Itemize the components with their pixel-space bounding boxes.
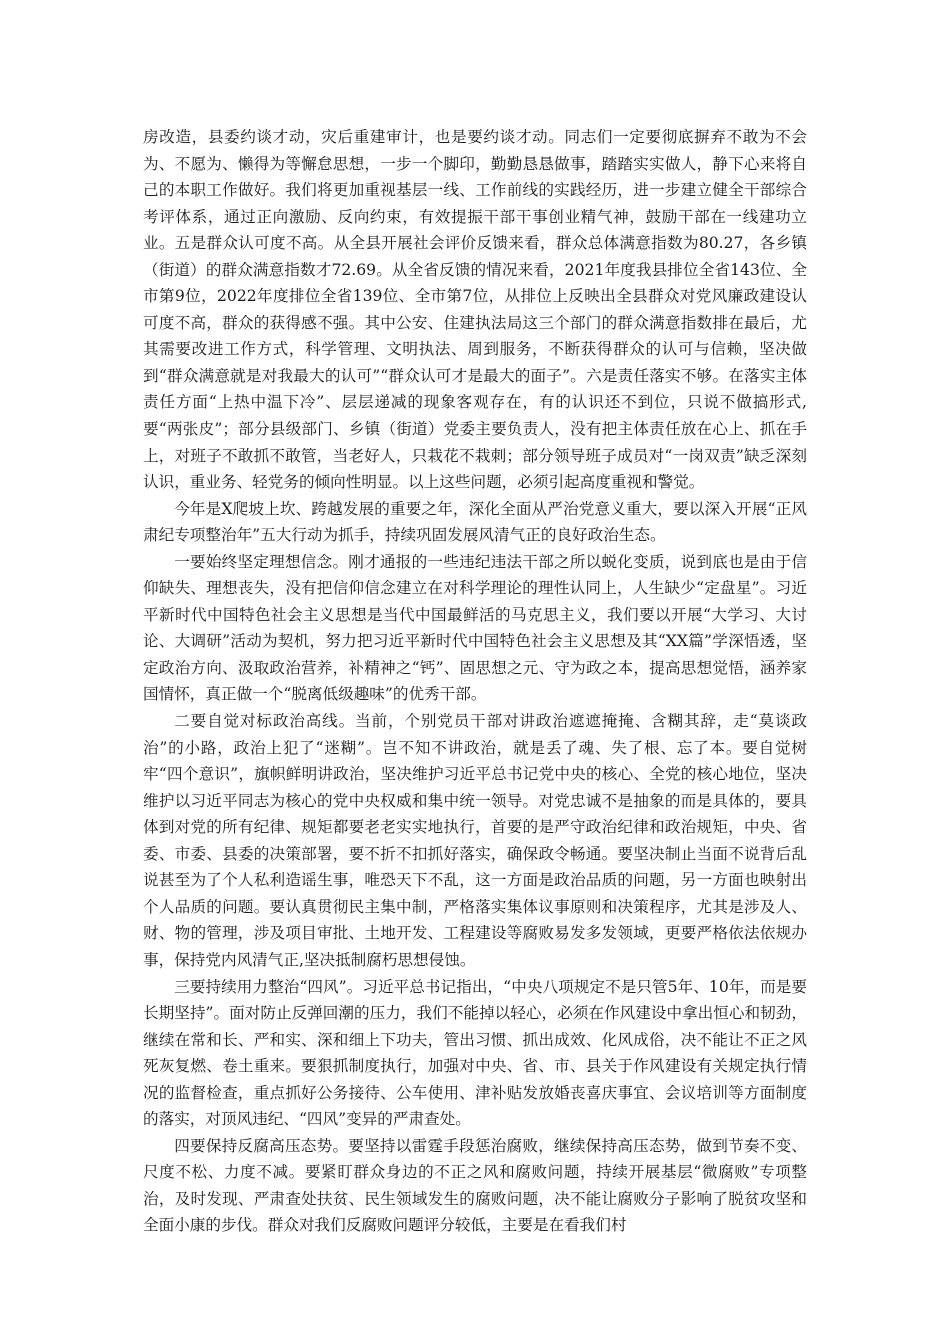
document-body: [143, 124, 807, 1239]
paragraph-political-standard: 二要自觉对标政治高线。当前，个别党员干部对讲政治遮遮掩掩、含糊其辞，走“莫谈政治”的小路，政治上犯了“迷糊”。岂不知不讲政治，就是丢了魂、失了根、忘了本。要自觉树牢“四个意识”，旗帜鲜明讲政治，坚决维护习近平总书记党中央的核心、全党的核心地位，坚决维护以习近平同志为核心的党中央权威和集中统一领导。对党忠诚不是抽象的而是具体的，要具体到对党的所有纪律、规矩都要老老实实地执行，首要的是严守政治纪律和政治规矩，中央、省委、市委、县委的决策部署，要不折不扣抓好落实，确保政令畅通。要坚决制止当面不说背后乱说甚至为了个人私利造谣生事，唯恐天下不乱，这一方面是政治品质的问题，另一方面也映射出个人品质的问题。要认真贯彻民主集中制，严格落实集体议事原则和决策程序，尤其是涉及人、财、物的管理，涉及项目审批、土地开发、工程建设等腐败易发多发领域，更要严格依法依规办事，保持党内风清气正,坚决抵制腐朽思想侵蚀。: [143, 712, 807, 969]
paragraph-four-winds: 三要持续用力整治“四风”。习近平总书记指出，“中央八项规定不是只管5年、10年，而是要长期坚持”。面对防止反弹回潮的压力，我们不能掉以轻心，必须在作风建设中拿出恒心和韧劲，继续在常和长、严和实、深和细上下功夫，管出习惯、抓出成效、化风成俗，决不能让不正之风死灰复燃、卷土重来。要狠抓制度执行，加强对中央、省、市、县关于作风建设有关规定执行情况的监督检查，重点抓好公务接待、公车使用、津补贴发放婚丧喜庆事宜、会议培训等方面制度的落实，对顶风违纪、“四风”变异的严肃查处。: [143, 977, 807, 1129]
paragraph-problems-continued: 房改造，县委约谈才动，灾后重建审计，也是要约谈才动。同志们一定要彻底摒弃不敢为不会为、不愿为、懒得为等懈怠思想，一步一个脚印，勤勤恳恳做事，踏踏实实做人，静下心来将自己的本职工作做好。我们将更加重视基层一线、工作前线的实践经历，进一步建立健全干部综合考评体系，通过正向激励、反向约束，有效提振干部干事创业精气神，鼓励干部在一线建功立业。五是群众认可度不高。从全县开展社会评价反馈来看，群众总体满意指数为80.27，各乡镇（街道）的群众满意指数才72.69。从全省反馈的情况来看，2021年度我县排位全省143位、全市第9位，2022年度排位全省139位、全市第7位，从排位上反映出全县群众对党风廉政建设认可度不高，群众的获得感不强。其中公安、住建执法局这三个部门的群众满意指数排在最后，尤其需要改进工作方式，科学管理、文明执法、周到服务，不断获得群众的认可与信赖，坚决做到“群众满意就是对我最大的认可”“群众认可才是最大的面子”。六是责任落实不够。在落实主体责任方面“上热中温下冷”、层层递减的现象客观存在，有的认识还不到位，只说不做搞形式,要“两张皮”；部分县级部门、乡镇（街道）党委主要负责人，没有把主体责任放在心上、抓在手上，对班子不敢抓不敢管，当老好人，只栽花不栽刺；部分领导班子成员对“一岗双责”缺乏深刻认识，重业务、轻党务的倾向性明显。以上这些问题，必须引起高度重视和警觉。: [143, 128, 807, 492]
paragraph-ideals-beliefs: 一要始终坚定理想信念。刚才通报的一些违纪违法干部之所以蜕化变质，说到底也是由于信仰缺失、理想丧失，没有把信仰信念建立在对科学理论的理性认同上，人生缺少“定盘星”。习近平新时代中国特色社会主义思想是当代中国最鲜活的马克思主义，我们要以开展“大学习、大讨论、大调研”活动为契机，努力把习近平新时代中国特色社会主义思想及其“XX篇”学深悟透，坚定政治方向、汲取政治营养，补精神之“钙”、固思想之元、守为政之本，提高思想觉悟，涵养家国情怀，真正做一个“脱离低级趣味”的优秀干部。: [143, 552, 807, 704]
paragraph-anti-corruption: 四要保持反腐高压态势。要坚持以雷霆手段惩治腐败，继续保持高压态势，做到节奏不变、尺度不松、力度不减。要紧盯群众身边的不正之风和腐败问题，持续开展基层“微腐败”专项整治，及时发现、严肃查处扶贫、民生领域发生的腐败问题，决不能让腐败分子影响了脱贫攻坚和全面小康的步伐。群众对我们反腐败问题评分较低，主要是在看我们村: [143, 1136, 807, 1235]
paragraph-this-year: 今年是X爬坡上坎、跨越发展的重要之年，深化全面从严治党意义重大，要以深入开展“正风肃纪专项整治年”五大行动为抓手，持续巩固发展风清气正的良好政治生态。: [143, 499, 807, 545]
